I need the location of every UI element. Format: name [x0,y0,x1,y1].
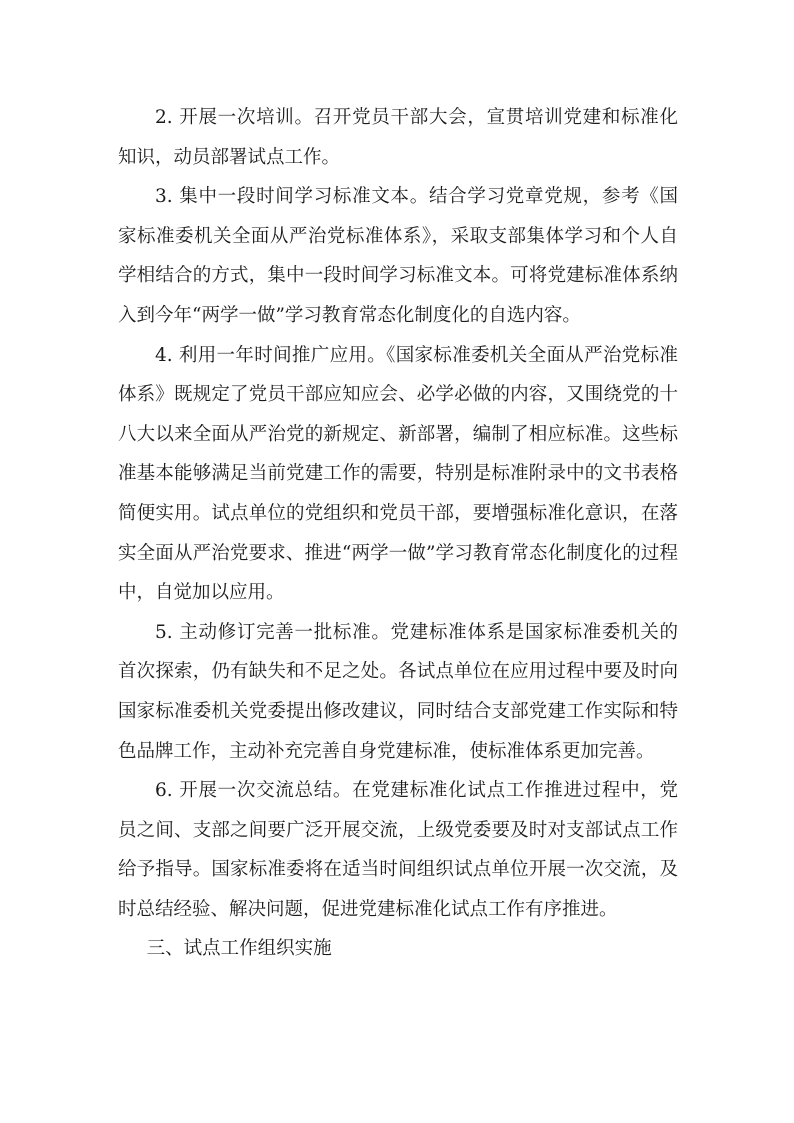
paragraph-item-2: 2. 开展一次培训。召开党员干部大会，宣贯培训党建和标准化知识，动员部署试点工作。 [118,107,678,168]
section-heading: 三、试点工作组织实施 [146,938,332,960]
paragraph-item-6: 6. 开展一次交流总结。在党建标准化试点工作推进过程中，党员之间、支部之间要广泛开展交流，上级党委要及时对支部试点工作给予指导。国家标准委将在适当时间组织试点单位开展一次交流，及时总结经验、解决问题，促进党建标准化试点工作有序推进。 [118,780,678,920]
paragraph-item-5: 5. 主动修订完善一批标准。党建标准体系是国家标准委机关的首次探索，仍有缺失和不足之处。各试点单位在应用过程中要及时向国家标准委机关党委提出修改建议，同时结合支部党建工作实际和特色品牌工作，主动补充完善自身党建标准，使标准体系更加完善。 [118,621,678,762]
document-body [118,98,678,969]
paragraph-item-3: 3. 集中一段时间学习标准文本。结合学习党章党规，参考《国家标准委机关全面从严治党标准体系》，采取支部集体学习和个人自学相结合的方式，集中一段时间学习标准文本。可将党建标准体系纳入到今年“两学一做”学习教育常态化制度化的自选内容。 [118,186,678,326]
paragraph-item-4: 4. 利用一年时间推广应用。《国家标准委机关全面从严治党标准体系》既规定了党员干部应知应会、必学必做的内容，又围绕党的十八大以来全面从严治党的新规定、新部署，编制了相应标准。这些标准基本能够满足当前党建工作的需要，特别是标准附录中的文书表格简便实用。试点单位的党组织和党员干部，要增强标准化意识，在落实全面从严治党要求、推进“两学一做”学习教育常态化制度化的过程中，自觉加以应用。 [118,344,678,604]
